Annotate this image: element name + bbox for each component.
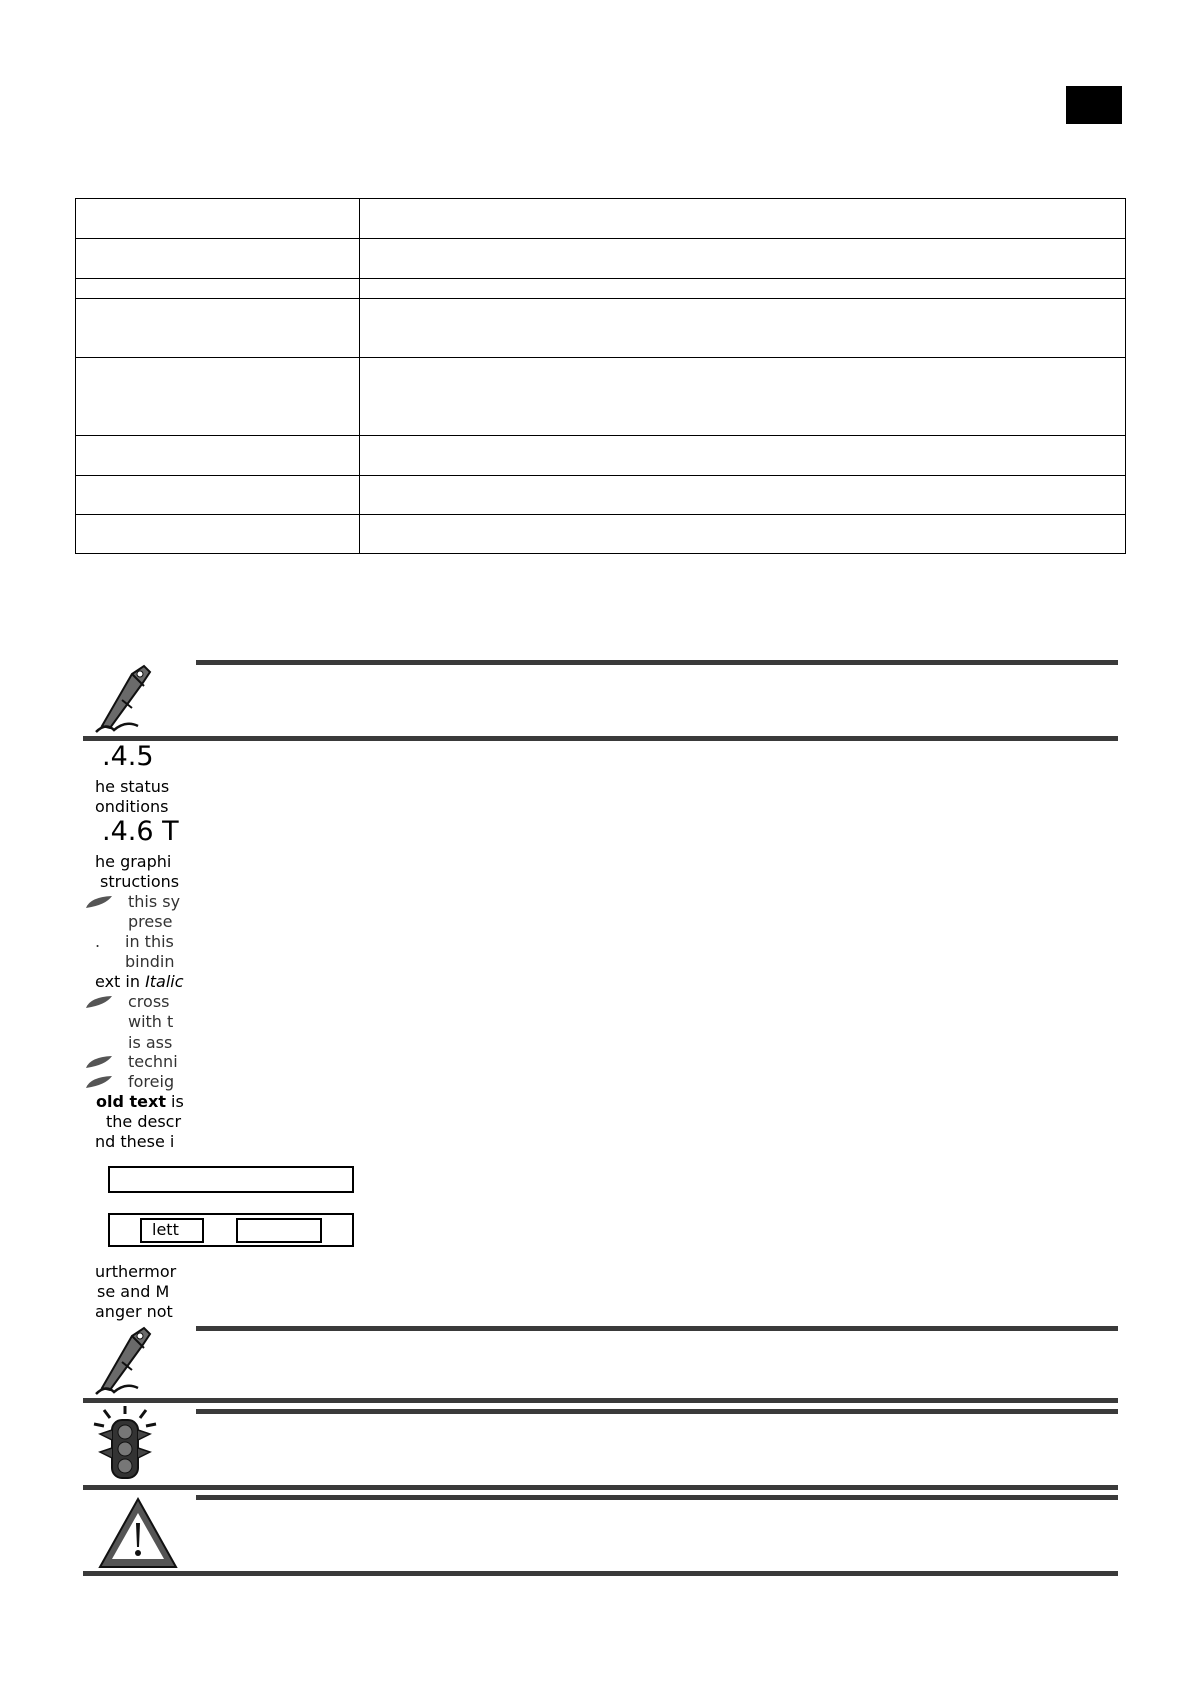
table-row xyxy=(76,358,1126,436)
table-cell-value xyxy=(360,279,1126,299)
section-text: urthermor xyxy=(95,1262,177,1281)
pen-hand-icon xyxy=(92,660,156,734)
section-heading-4-5: .4.5 xyxy=(102,741,154,772)
section-text: anger not xyxy=(95,1302,173,1321)
table-cell-value xyxy=(360,358,1126,436)
table-cell-value xyxy=(360,436,1126,476)
example-inner-box xyxy=(236,1218,322,1243)
table-cell-label xyxy=(76,239,360,279)
note-rule-top xyxy=(196,660,1118,665)
section-text: he status xyxy=(95,777,170,796)
table-row xyxy=(76,515,1126,554)
list-item-text: prese xyxy=(128,912,173,931)
table-cell-label xyxy=(76,279,360,299)
table-row xyxy=(76,239,1126,279)
table-row xyxy=(76,279,1126,299)
table-row xyxy=(76,436,1126,476)
list-item-text: in this xyxy=(125,932,174,951)
table-cell-label xyxy=(76,299,360,358)
pen-hand-icon xyxy=(92,1322,156,1396)
section-text: the descr xyxy=(106,1112,182,1131)
bold-suffix: is xyxy=(165,1092,184,1111)
italic-word: Italic xyxy=(145,972,184,991)
section-text: nd these i xyxy=(95,1132,175,1151)
list-item-text: bindin xyxy=(125,952,175,971)
table-cell-value xyxy=(360,239,1126,279)
caution-rule-top xyxy=(196,1409,1118,1414)
example-frame-box xyxy=(108,1166,354,1193)
table-cell-value xyxy=(360,476,1126,515)
note-rule-bottom xyxy=(83,736,1118,741)
table-cell-value xyxy=(360,515,1126,554)
warning-rule-bottom xyxy=(83,1571,1118,1576)
bullet-icon xyxy=(86,895,114,909)
caution-rule-bottom xyxy=(83,1485,1118,1490)
bullet-icon xyxy=(86,995,114,1009)
section-text: structions xyxy=(100,872,180,891)
table-cell-value xyxy=(360,199,1126,239)
table-cell-label xyxy=(76,476,360,515)
table-cell-label xyxy=(76,515,360,554)
example-inner-box: lett xyxy=(140,1218,204,1243)
spec-table xyxy=(75,198,1126,554)
list-item-text: cross xyxy=(128,992,170,1011)
list-item-text: this sy xyxy=(128,892,181,911)
bullet-icon xyxy=(86,1075,114,1089)
traffic-light-icon xyxy=(92,1404,158,1484)
list-item-text: is ass xyxy=(128,1033,173,1052)
section-text: se and M xyxy=(97,1282,170,1301)
bold-text-line xyxy=(96,1092,184,1112)
section-text: he graphi xyxy=(95,852,172,871)
table-cell-value xyxy=(360,299,1126,358)
bullet-icon xyxy=(86,1055,114,1069)
table-row xyxy=(76,299,1126,358)
section-text: onditions xyxy=(95,797,169,816)
warning-triangle-icon xyxy=(96,1495,180,1571)
note-rule-bottom xyxy=(83,1398,1118,1403)
table-cell-label xyxy=(76,199,360,239)
table-cell-label xyxy=(76,358,360,436)
warning-rule-top xyxy=(196,1495,1118,1500)
bold-word: old text xyxy=(96,1092,166,1111)
table-row xyxy=(76,476,1126,515)
italic-text-line xyxy=(95,972,184,992)
table-cell-label xyxy=(76,436,360,476)
table-row xyxy=(76,199,1126,239)
list-item-text: foreig xyxy=(128,1072,175,1091)
note-rule-top xyxy=(196,1326,1118,1331)
page-corner-tab xyxy=(1066,86,1122,124)
section-heading-4-6: .4.6 T xyxy=(102,816,179,847)
italic-prefix: ext in xyxy=(95,972,146,991)
list-dot: . xyxy=(95,932,101,951)
list-item-text: techni xyxy=(128,1052,178,1071)
list-item-text: with t xyxy=(128,1012,174,1031)
